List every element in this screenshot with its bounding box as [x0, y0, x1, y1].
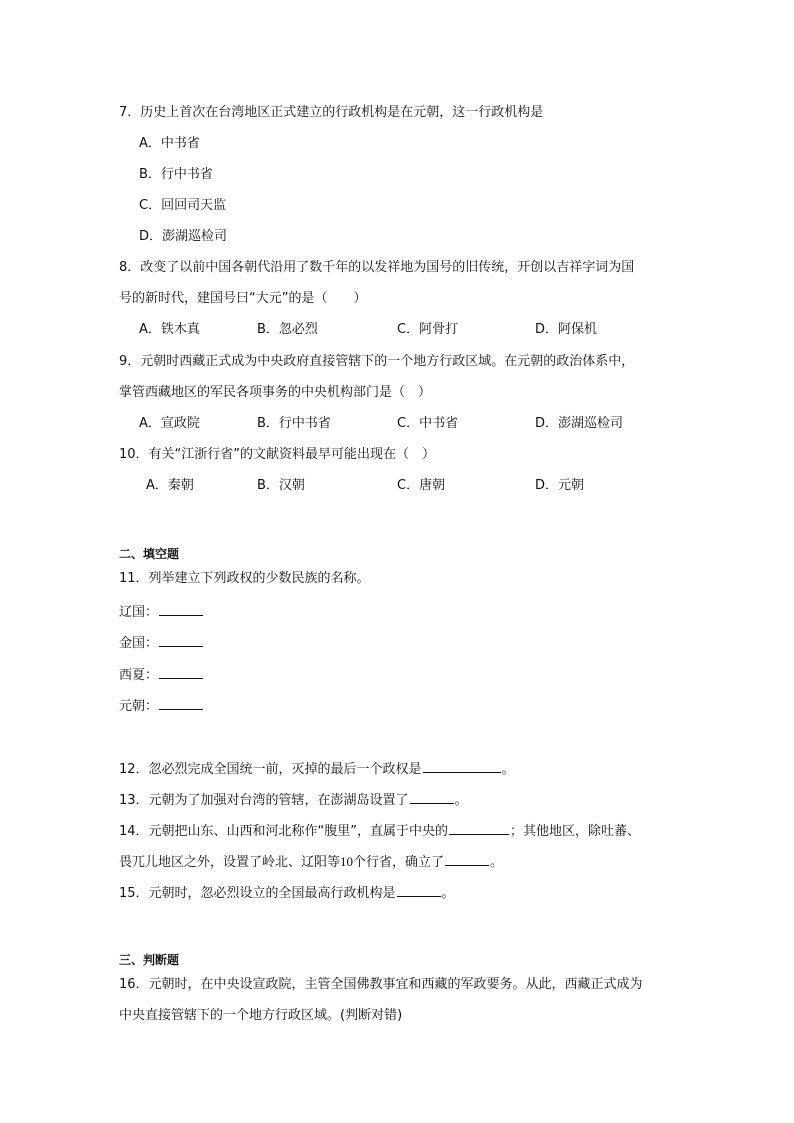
q7-stem: 7．历史上首次在台湾地区正式建立的行政机构是在元朝，这一行政机构是 — [119, 105, 544, 120]
q12-text: 12．忽必烈完成全国统一前，灭掉的最后一个政权是 — [119, 762, 422, 777]
q15-line — [119, 884, 455, 902]
q14-text-cont: ；其他地区，除吐蕃、 — [510, 824, 641, 839]
q14-line1 — [119, 822, 640, 840]
q11-stem: 11．列举建立下列政权的少数民族的名称。 — [119, 571, 370, 586]
q13-text: 13．元朝为了加强对台湾的管辖，在澎湖岛设置了 — [119, 793, 409, 808]
q7-option-c: C．回回司天监 — [139, 198, 227, 213]
q15-end: 。 — [441, 886, 455, 901]
q8-stem-line1: 8．改变了以前中国各朝代沿用了数千年的以发祥地为国号的旧传统，开创以吉祥字词为国 — [119, 260, 635, 275]
q14-text: 14．元朝把山东、山西和河北称作“腹里”，直属于中央的 — [119, 824, 449, 839]
q11-item-label: 元朝： — [119, 699, 159, 714]
section-2-title: 二、填空题 — [119, 547, 180, 561]
answer-blank[interactable] — [397, 884, 441, 897]
q14-line2 — [119, 853, 503, 871]
q8-option-a: A．铁木真 — [139, 322, 200, 337]
q14-text: 畏兀儿地区之外，设置了岭北、辽阳等 — [119, 855, 341, 870]
answer-blank[interactable] — [423, 760, 501, 773]
q14-number: 10 — [340, 854, 354, 869]
q9-stem-line2: 掌管西藏地区的军民各项事务的中央机构部门是（ ） — [119, 385, 432, 400]
q8-stem-line2: 号的新时代，建国号曰“大元”的是（ ） — [119, 291, 367, 306]
q10-option-d: D．元朝 — [535, 478, 585, 493]
q9-option-b: B．行中书省 — [257, 416, 331, 431]
answer-blank[interactable] — [159, 666, 203, 679]
q11-item-label: 金国： — [119, 636, 159, 651]
q11-item-xixia — [119, 666, 204, 684]
q8-option-c: C．阿骨打 — [397, 322, 459, 337]
q16-stem-line2: 中央直接管辖下的一个地方行政区域。(判断对错) — [119, 1008, 403, 1023]
answer-blank[interactable] — [410, 791, 454, 804]
q11-item-liao — [119, 603, 204, 621]
q16-stem-line1: 16．元朝时，在中央设宣政院，主管全国佛教事宜和西藏的军政要务。从此，西藏正式成为 — [119, 977, 643, 992]
q7-option-d: D．澎湖巡检司 — [139, 229, 228, 244]
answer-blank[interactable] — [445, 853, 489, 866]
q14-end: 。 — [490, 855, 504, 870]
answer-blank[interactable] — [159, 603, 203, 616]
answer-blank[interactable] — [449, 822, 509, 835]
q12-end: 。 — [501, 762, 515, 777]
q9-stem-line1: 9．元朝时西藏正式成为中央政府直接管辖下的一个地方行政区域。在元朝的政治体系中， — [119, 354, 635, 369]
q9-option-a: A．宣政院 — [139, 416, 200, 431]
q14-text-mid: 个行省，确立了 — [353, 855, 445, 870]
q8-option-b: B．忽必烈 — [257, 322, 318, 337]
q7-option-a: A．中书省 — [139, 136, 200, 151]
q11-item-jin — [119, 634, 204, 652]
answer-blank[interactable] — [159, 697, 203, 710]
q10-option-a: A．秦朝 — [146, 478, 194, 493]
q11-item-label: 辽国： — [119, 605, 159, 620]
section-3-title: 三、判断题 — [119, 953, 180, 967]
answer-blank[interactable] — [159, 634, 203, 647]
q9-option-c: C．中书省 — [397, 416, 459, 431]
q12-line — [119, 760, 515, 778]
q11-item-label: 西夏： — [119, 668, 159, 683]
q11-item-yuan — [119, 697, 204, 715]
q13-line — [119, 791, 468, 809]
q10-stem: 10．有关“江浙行省”的文献资料最早可能出现在（ ） — [119, 447, 436, 462]
q10-option-c: C．唐朝 — [397, 478, 446, 493]
q7-option-b: B．行中书省 — [139, 167, 213, 182]
q10-option-b: B．汉朝 — [257, 478, 305, 493]
q13-end: 。 — [454, 793, 468, 808]
q9-option-d: D．澎湖巡检司 — [535, 416, 624, 431]
q8-option-d: D．阿保机 — [535, 322, 598, 337]
q15-text: 15．元朝时，忽必烈设立的全国最高行政机构是 — [119, 886, 396, 901]
